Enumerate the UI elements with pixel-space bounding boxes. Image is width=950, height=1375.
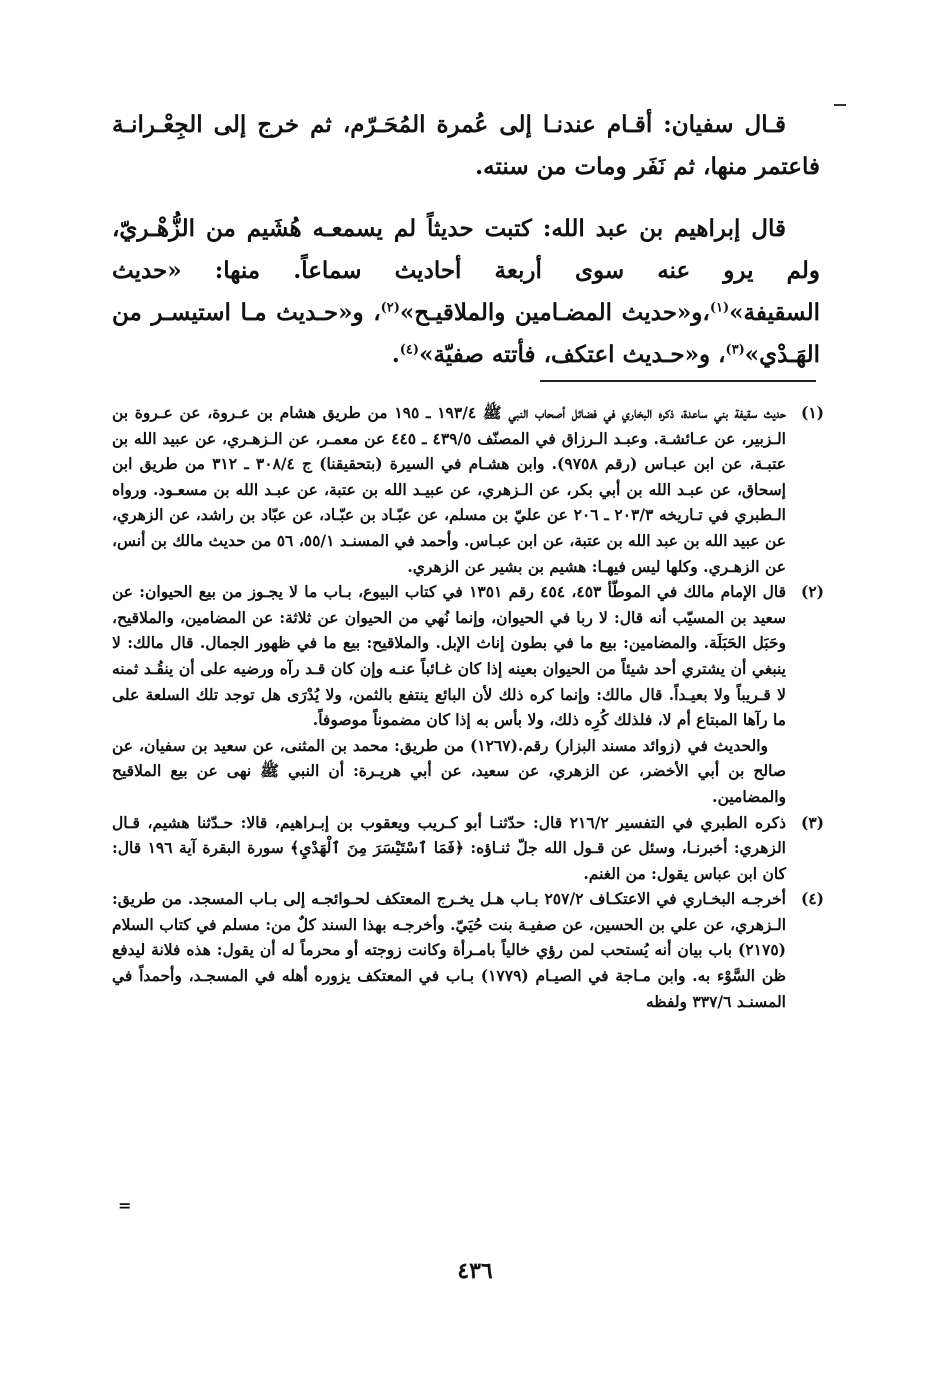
main-paragraph-2-part-c: ، و«حـديث مـا استيسـر من الهَـدْي»: [112, 299, 820, 368]
footnote-ref-2[interactable]: (٢): [380, 300, 400, 316]
footnote-text: قال الإمام مالك في الموطّأ ٤٥٣، ٤٥٤ رقم ١٣٥١ في كتاب البيوع، بـاب ما لا يجـوز من بيع الحيوان: عن سعيد بن المسيّب أنه قال: لا ربا في الحيوان، وإنما نُهي من الحيوان عن ثلاثة: عن المضامين، والملاقيح، وحَبَل الحَبَلَة. والمضامين: بيع ما في بطون إناث الإبل. والملاقيح: بيع ما في ظهور الجمال. قال مالك: لا ينبغي أن يشتري أحد شيئاً من الحيوان بعينه إذا كان غـائباً عنـه وإن كان قـد رآه ورضيه على أن ينقُـد ثمنه لا قـريباً ولا بعيـداً. قال مالك: وإنما كره ذلك لأن البائع ينتفع بالثمن، ولا يُدْرَى هل توجد تلك السلعة على ما رآها المبتاع أم لا، فلذلك كُرِه ذلك، ولا بأس به إذا كان مضموناً موصوفاً.: [112, 582, 786, 730]
footnote-text: حديث سقيفة بني ساعدة، ذكره البخاري في فضائل أصحاب النبي ﷺ ١٩٣/٤ ـ ١٩٥ من طريق هشام بن عـروة، عن عـروة بن الـزبير، عن عـائشـة. وعبـد الـرزاق في المصنّف ٤٣٩/٥ ـ ٤٤٥ عن معمـر، عن الـزهـري، عن عبيد الله بن عتبـة، عن ابن عبـاس (رقم ٩٧٥٨). وابن هشـام في السيرة (بتحقيقنا) ج ٣٠٨/٤ ـ ٣١٢ من طريق ابن إسحاق، عن عبـد الله بن أبي بكر، عن الـزهري، عن عبيـد الله بن عتبة، عن عبـد الله بن مسعـود. ورواه الـطبري في تـاريخه ٢٠٣/٣ ـ ٢٠٦ عن عليّ بن مسلم، عن عبّـاد بن عبّـاد، عن عبّاد بن راشد، عن الزهري، عن عبيد الله بن عبد الله بن عتبة، عن ابن عبـاس. وأحمد في المسنـد ٥٥/١، ٥٦ من حديث مالك بن أنس، عن الزهـري. وكلها ليس فيهـا: هشيم بن بشير عن الزهري.: [112, 403, 786, 576]
footnote-2: [112, 579, 824, 809]
footnote-continuation: والحديث في (زوائد مسند البزار) رقم.(١٢٦٧) من طريق: محمد بن المثنى، عن سعيد بن سفيان، عن صالح بن أبي الأخضر، عن الزهري، عن سعيد، عن أبي هريـرة: أن النبي ﷺ نهى عن بيع الملاقيح والمضامين.: [112, 735, 786, 806]
footnote-4: [112, 886, 824, 1014]
footnote-ref-3[interactable]: (٣): [725, 342, 745, 358]
footnote-1: [112, 400, 824, 579]
footnotes: [112, 400, 824, 1014]
main-paragraph-2-part-b: ،و«حديث المضـامين والملاقيـح»: [399, 299, 710, 326]
footnote-3: [112, 810, 824, 887]
footnote-number: (٢): [800, 582, 824, 602]
footnote-ref-1[interactable]: (١): [709, 300, 730, 316]
main-paragraph-2-part-d: ، و«حـديث اعتكف، فأتته صفيّة»: [419, 341, 726, 368]
footnote-body: [112, 579, 786, 809]
main-text: [112, 104, 820, 396]
main-paragraph-2-part-e: .: [391, 341, 400, 368]
footnote-text: ذكره الطبري في التفسير ٢١٦/٢ قال: حدّثنـا أبو كـريب ويعقوب بن إبـراهيم، قالا: حـدّثنا هشيم، قـال الزهري: أخبرنـا، وسئل عن قـول الله جلّ ثنـاؤه: ﴿فَمَا ٱسْتَيْسَرَ مِنَ ٱلْهَدْيِ﴾ سورة البقرة آية ١٩٦ قال: كان ابن عباس يقول: من الغنم.: [112, 812, 786, 883]
footnote-number: (١): [800, 403, 824, 422]
corner-dash-mark: [834, 104, 846, 106]
footnote-text: أخرجـه البخـاري في الاعتكـاف ٢٥٧/٢ بـاب هـل يخـرج المعتكف لحـوائجـه إلى بـاب المسجد. من طريق: الـزهري، عن علي بن الحسين، عن صفيـة بنت حُيَيّ. وأخرجـه بهذا السند كلٌ من: مسلم في كتاب السلام (٢١٧٥) باب بيان أنه يُستحب لمن رؤي خالياً بامـرأة وكانت زوجته أو محرماً له أن يقول: هذه فلانة ليدفع ظن السَّوْء به. وابن مـاجة في الصيـام (١٧٧٩) بـاب في المعتكف يزوره أهله في المسجـد، وأحمداً في المسنـد ٣٣٧/٦ ولفظه: [112, 889, 786, 1011]
footnote-number: (٤): [800, 889, 824, 909]
footnote-number: (٣): [800, 812, 824, 832]
continuation-mark: =: [118, 1196, 132, 1215]
main-paragraph-2-part-a: قال إبراهيم بن عبد الله: كتبت حديثاً لم يسمعـه هُشَيم من الزُّهْـريّ، ولم يرو عنه سوى أربعة أحاديث سماعاً. منها: «حديث السقيفة»: [112, 215, 820, 326]
page-number: ٤٣٦: [457, 1258, 493, 1284]
footnote-separator: [540, 380, 816, 382]
main-paragraph-1: قـال سفيان: أقـام عندنـا إلى عُمرة المُحَـرّم، ثم خرج إلى الجِعْـرانـة فاعتمر منها، ثم نَفَر ومات من سنته.: [112, 111, 820, 180]
main-paragraph-2: [112, 208, 820, 376]
footnote-ref-4[interactable]: (٤): [399, 342, 420, 358]
